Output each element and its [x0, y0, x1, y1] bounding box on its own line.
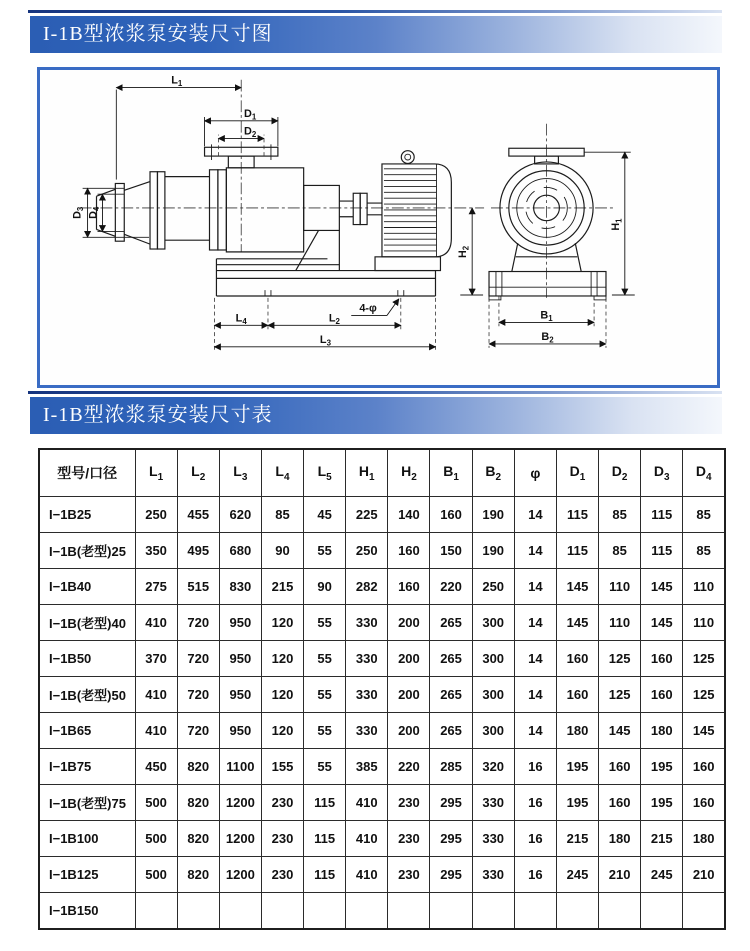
column-header: φ — [514, 449, 556, 497]
value-cell: 250 — [346, 533, 388, 569]
value-cell: 320 — [472, 749, 514, 785]
value-cell: 720 — [177, 677, 219, 713]
dim-label-D1: $D_1$ — [243, 108, 257, 122]
value-cell — [177, 893, 219, 930]
value-cell: 110 — [683, 605, 725, 641]
value-cell: 16 — [514, 785, 556, 821]
value-cell: 950 — [219, 641, 261, 677]
value-cell: 190 — [472, 497, 514, 533]
value-cell: 410 — [135, 605, 177, 641]
value-cell: 55 — [304, 533, 346, 569]
value-cell: 200 — [388, 677, 430, 713]
value-cell: 125 — [683, 677, 725, 713]
value-cell: 300 — [472, 641, 514, 677]
table-row — [39, 497, 725, 533]
dim-label-D4: $D_4$ — [87, 206, 101, 219]
value-cell: 115 — [304, 821, 346, 857]
value-cell: 295 — [430, 821, 472, 857]
value-cell: 85 — [261, 497, 303, 533]
value-cell: 215 — [556, 821, 598, 857]
value-cell: 282 — [346, 569, 388, 605]
value-cell: 120 — [261, 641, 303, 677]
value-cell: 195 — [556, 785, 598, 821]
value-cell: 350 — [135, 533, 177, 569]
value-cell: 55 — [304, 749, 346, 785]
value-cell: 410 — [135, 713, 177, 749]
value-cell: 230 — [388, 857, 430, 893]
value-cell: 14 — [514, 605, 556, 641]
value-cell: 265 — [430, 605, 472, 641]
value-cell: 500 — [135, 857, 177, 893]
value-cell: 370 — [135, 641, 177, 677]
value-cell: 950 — [219, 605, 261, 641]
value-cell: 820 — [177, 785, 219, 821]
model-cell: I−1B(老型)40 — [39, 605, 135, 641]
table-section-header — [30, 397, 722, 434]
value-cell: 55 — [304, 677, 346, 713]
value-cell: 125 — [599, 677, 641, 713]
value-cell: 220 — [430, 569, 472, 605]
value-cell: 55 — [304, 713, 346, 749]
value-cell: 330 — [346, 605, 388, 641]
value-cell: 160 — [683, 785, 725, 821]
value-cell: 330 — [472, 785, 514, 821]
model-cell: I−1B(老型)25 — [39, 533, 135, 569]
value-cell: 220 — [388, 749, 430, 785]
value-cell: 90 — [304, 569, 346, 605]
value-cell: 85 — [683, 533, 725, 569]
value-cell: 85 — [599, 497, 641, 533]
value-cell: 140 — [388, 497, 430, 533]
value-cell: 14 — [514, 677, 556, 713]
value-cell: 500 — [135, 821, 177, 857]
value-cell — [641, 893, 683, 930]
value-cell: 1200 — [219, 785, 261, 821]
value-cell: 160 — [388, 533, 430, 569]
value-cell: 265 — [430, 713, 472, 749]
value-cell: 145 — [641, 605, 683, 641]
column-header: $D_1$ — [556, 449, 598, 497]
dimension-lines — [72, 75, 625, 350]
value-cell: 120 — [261, 713, 303, 749]
value-cell — [388, 893, 430, 930]
value-cell: 195 — [641, 749, 683, 785]
dim-label-D2: $D_2$ — [243, 125, 257, 139]
value-cell: 145 — [599, 713, 641, 749]
dim-label-L4: $L_4$ — [235, 312, 247, 326]
column-header: $H_1$ — [346, 449, 388, 497]
value-cell: 115 — [641, 497, 683, 533]
value-cell: 680 — [219, 533, 261, 569]
value-cell: 620 — [219, 497, 261, 533]
value-cell: 115 — [304, 785, 346, 821]
table-row — [39, 893, 725, 930]
pump-side-view — [96, 144, 451, 296]
model-cell: I−1B25 — [39, 497, 135, 533]
column-header: $L_1$ — [135, 449, 177, 497]
value-cell: 125 — [683, 641, 725, 677]
value-cell: 110 — [683, 569, 725, 605]
table-rule-line — [28, 391, 722, 394]
value-cell: 145 — [683, 713, 725, 749]
value-cell: 300 — [472, 713, 514, 749]
installation-dimension-table — [38, 448, 726, 930]
table-header-row — [39, 449, 725, 497]
dim-label-H1: $H_1$ — [609, 218, 624, 231]
value-cell — [346, 893, 388, 930]
value-cell: 16 — [514, 749, 556, 785]
model-cell: I−1B150 — [39, 893, 135, 930]
value-cell: 495 — [177, 533, 219, 569]
dim-label-bolt-holes: 4-φ — [359, 302, 377, 315]
column-header: $D_4$ — [683, 449, 725, 497]
column-header: $L_5$ — [304, 449, 346, 497]
value-cell: 720 — [177, 641, 219, 677]
diagram-section-title: I-1B型浓浆泵安装尺寸图 — [43, 23, 273, 45]
value-cell: 195 — [556, 749, 598, 785]
value-cell: 215 — [261, 569, 303, 605]
value-cell: 180 — [599, 821, 641, 857]
value-cell: 210 — [599, 857, 641, 893]
value-cell: 45 — [304, 497, 346, 533]
value-cell — [430, 893, 472, 930]
value-cell: 115 — [556, 533, 598, 569]
pump-end-view — [460, 148, 634, 300]
value-cell: 210 — [683, 857, 725, 893]
value-cell — [304, 893, 346, 930]
value-cell: 450 — [135, 749, 177, 785]
dim-label-B1: $B_1$ — [540, 309, 553, 323]
installation-diagram-frame — [37, 67, 720, 388]
value-cell: 180 — [556, 713, 598, 749]
value-cell: 230 — [388, 785, 430, 821]
value-cell: 950 — [219, 677, 261, 713]
value-cell — [556, 893, 598, 930]
table-row — [39, 785, 725, 821]
value-cell: 195 — [641, 785, 683, 821]
column-header: $D_3$ — [641, 449, 683, 497]
dim-label-L1: $L_1$ — [171, 74, 183, 89]
value-cell: 330 — [346, 641, 388, 677]
value-cell: 245 — [556, 857, 598, 893]
value-cell — [683, 893, 725, 930]
value-cell: 230 — [261, 857, 303, 893]
value-cell: 200 — [388, 605, 430, 641]
value-cell: 410 — [135, 677, 177, 713]
model-cell: I−1B40 — [39, 569, 135, 605]
value-cell: 225 — [346, 497, 388, 533]
value-cell: 14 — [514, 713, 556, 749]
table-body — [39, 497, 725, 930]
dim-label-H2: $H_2$ — [457, 245, 471, 259]
table-section-title: I-1B型浓浆泵安装尺寸表 — [43, 404, 273, 426]
value-cell: 115 — [556, 497, 598, 533]
value-cell — [599, 893, 641, 930]
value-cell: 245 — [641, 857, 683, 893]
dim-label-L3: $L_3$ — [319, 333, 332, 348]
value-cell: 215 — [641, 821, 683, 857]
value-cell — [261, 893, 303, 930]
value-cell: 230 — [388, 821, 430, 857]
value-cell: 265 — [430, 641, 472, 677]
value-cell: 14 — [514, 641, 556, 677]
value-cell: 455 — [177, 497, 219, 533]
value-cell: 1200 — [219, 857, 261, 893]
value-cell: 120 — [261, 605, 303, 641]
model-cell: I−1B65 — [39, 713, 135, 749]
value-cell: 16 — [514, 821, 556, 857]
column-header: $B_1$ — [430, 449, 472, 497]
motor-eyebolt-icon — [401, 151, 414, 164]
table-row — [39, 641, 725, 677]
value-cell — [219, 893, 261, 930]
diagram-section-header — [30, 16, 722, 53]
column-header: $L_2$ — [177, 449, 219, 497]
value-cell: 145 — [641, 569, 683, 605]
column-header: 型号/口径 — [39, 449, 135, 497]
value-cell: 410 — [346, 821, 388, 857]
value-cell: 190 — [472, 533, 514, 569]
model-cell: I−1B75 — [39, 749, 135, 785]
table-row — [39, 677, 725, 713]
value-cell: 155 — [261, 749, 303, 785]
model-cell: I−1B100 — [39, 821, 135, 857]
value-cell — [514, 893, 556, 930]
value-cell: 385 — [346, 749, 388, 785]
value-cell: 110 — [599, 605, 641, 641]
value-cell: 55 — [304, 641, 346, 677]
table-row — [39, 605, 725, 641]
value-cell: 145 — [556, 569, 598, 605]
value-cell: 180 — [641, 713, 683, 749]
value-cell: 160 — [599, 749, 641, 785]
column-header: $D_2$ — [599, 449, 641, 497]
value-cell: 115 — [304, 857, 346, 893]
value-cell: 1200 — [219, 821, 261, 857]
value-cell: 1100 — [219, 749, 261, 785]
value-cell: 330 — [346, 713, 388, 749]
value-cell: 160 — [641, 677, 683, 713]
value-cell: 295 — [430, 857, 472, 893]
column-header: $B_2$ — [472, 449, 514, 497]
value-cell: 300 — [472, 605, 514, 641]
value-cell: 295 — [430, 785, 472, 821]
model-cell: I−1B50 — [39, 641, 135, 677]
value-cell: 330 — [472, 821, 514, 857]
value-cell: 160 — [556, 677, 598, 713]
value-cell: 330 — [472, 857, 514, 893]
value-cell: 830 — [219, 569, 261, 605]
value-cell: 720 — [177, 605, 219, 641]
value-cell: 515 — [177, 569, 219, 605]
value-cell: 330 — [346, 677, 388, 713]
value-cell: 145 — [556, 605, 598, 641]
value-cell: 820 — [177, 821, 219, 857]
value-cell: 90 — [261, 533, 303, 569]
column-header: $L_4$ — [261, 449, 303, 497]
value-cell: 275 — [135, 569, 177, 605]
motor-fins — [384, 164, 437, 257]
value-cell: 14 — [514, 569, 556, 605]
value-cell: 500 — [135, 785, 177, 821]
value-cell: 125 — [599, 641, 641, 677]
table-row — [39, 569, 725, 605]
value-cell: 410 — [346, 857, 388, 893]
table-row — [39, 857, 725, 893]
value-cell: 14 — [514, 533, 556, 569]
value-cell: 160 — [556, 641, 598, 677]
value-cell: 200 — [388, 713, 430, 749]
value-cell: 160 — [599, 785, 641, 821]
table-row — [39, 713, 725, 749]
value-cell: 160 — [430, 497, 472, 533]
value-cell: 150 — [430, 533, 472, 569]
model-cell: I−1B125 — [39, 857, 135, 893]
value-cell: 180 — [683, 821, 725, 857]
value-cell: 265 — [430, 677, 472, 713]
table-row — [39, 533, 725, 569]
value-cell: 115 — [641, 533, 683, 569]
column-header: $L_3$ — [219, 449, 261, 497]
value-cell: 230 — [261, 785, 303, 821]
value-cell — [472, 893, 514, 930]
value-cell: 250 — [472, 569, 514, 605]
value-cell: 14 — [514, 497, 556, 533]
value-cell: 55 — [304, 605, 346, 641]
value-cell: 160 — [388, 569, 430, 605]
value-cell: 85 — [683, 497, 725, 533]
dim-label-B2: $B_2$ — [541, 331, 554, 345]
value-cell: 250 — [135, 497, 177, 533]
value-cell — [135, 893, 177, 930]
value-cell: 820 — [177, 857, 219, 893]
top-rule-line — [28, 10, 722, 13]
value-cell: 720 — [177, 713, 219, 749]
column-header: $H_2$ — [388, 449, 430, 497]
table-row — [39, 821, 725, 857]
value-cell: 230 — [261, 821, 303, 857]
value-cell: 285 — [430, 749, 472, 785]
value-cell: 85 — [599, 533, 641, 569]
value-cell: 16 — [514, 857, 556, 893]
value-cell: 160 — [641, 641, 683, 677]
value-cell: 200 — [388, 641, 430, 677]
table-row — [39, 749, 725, 785]
dim-label-D3: $D_3$ — [71, 206, 86, 219]
value-cell: 120 — [261, 677, 303, 713]
pump-installation-diagram — [40, 70, 717, 385]
value-cell: 820 — [177, 749, 219, 785]
dim-label-L2: $L_2$ — [328, 312, 340, 326]
model-cell: I−1B(老型)75 — [39, 785, 135, 821]
value-cell: 950 — [219, 713, 261, 749]
value-cell: 410 — [346, 785, 388, 821]
model-cell: I−1B(老型)50 — [39, 677, 135, 713]
base-bolt-holes — [265, 290, 404, 296]
value-cell: 110 — [599, 569, 641, 605]
value-cell: 300 — [472, 677, 514, 713]
value-cell: 160 — [683, 749, 725, 785]
